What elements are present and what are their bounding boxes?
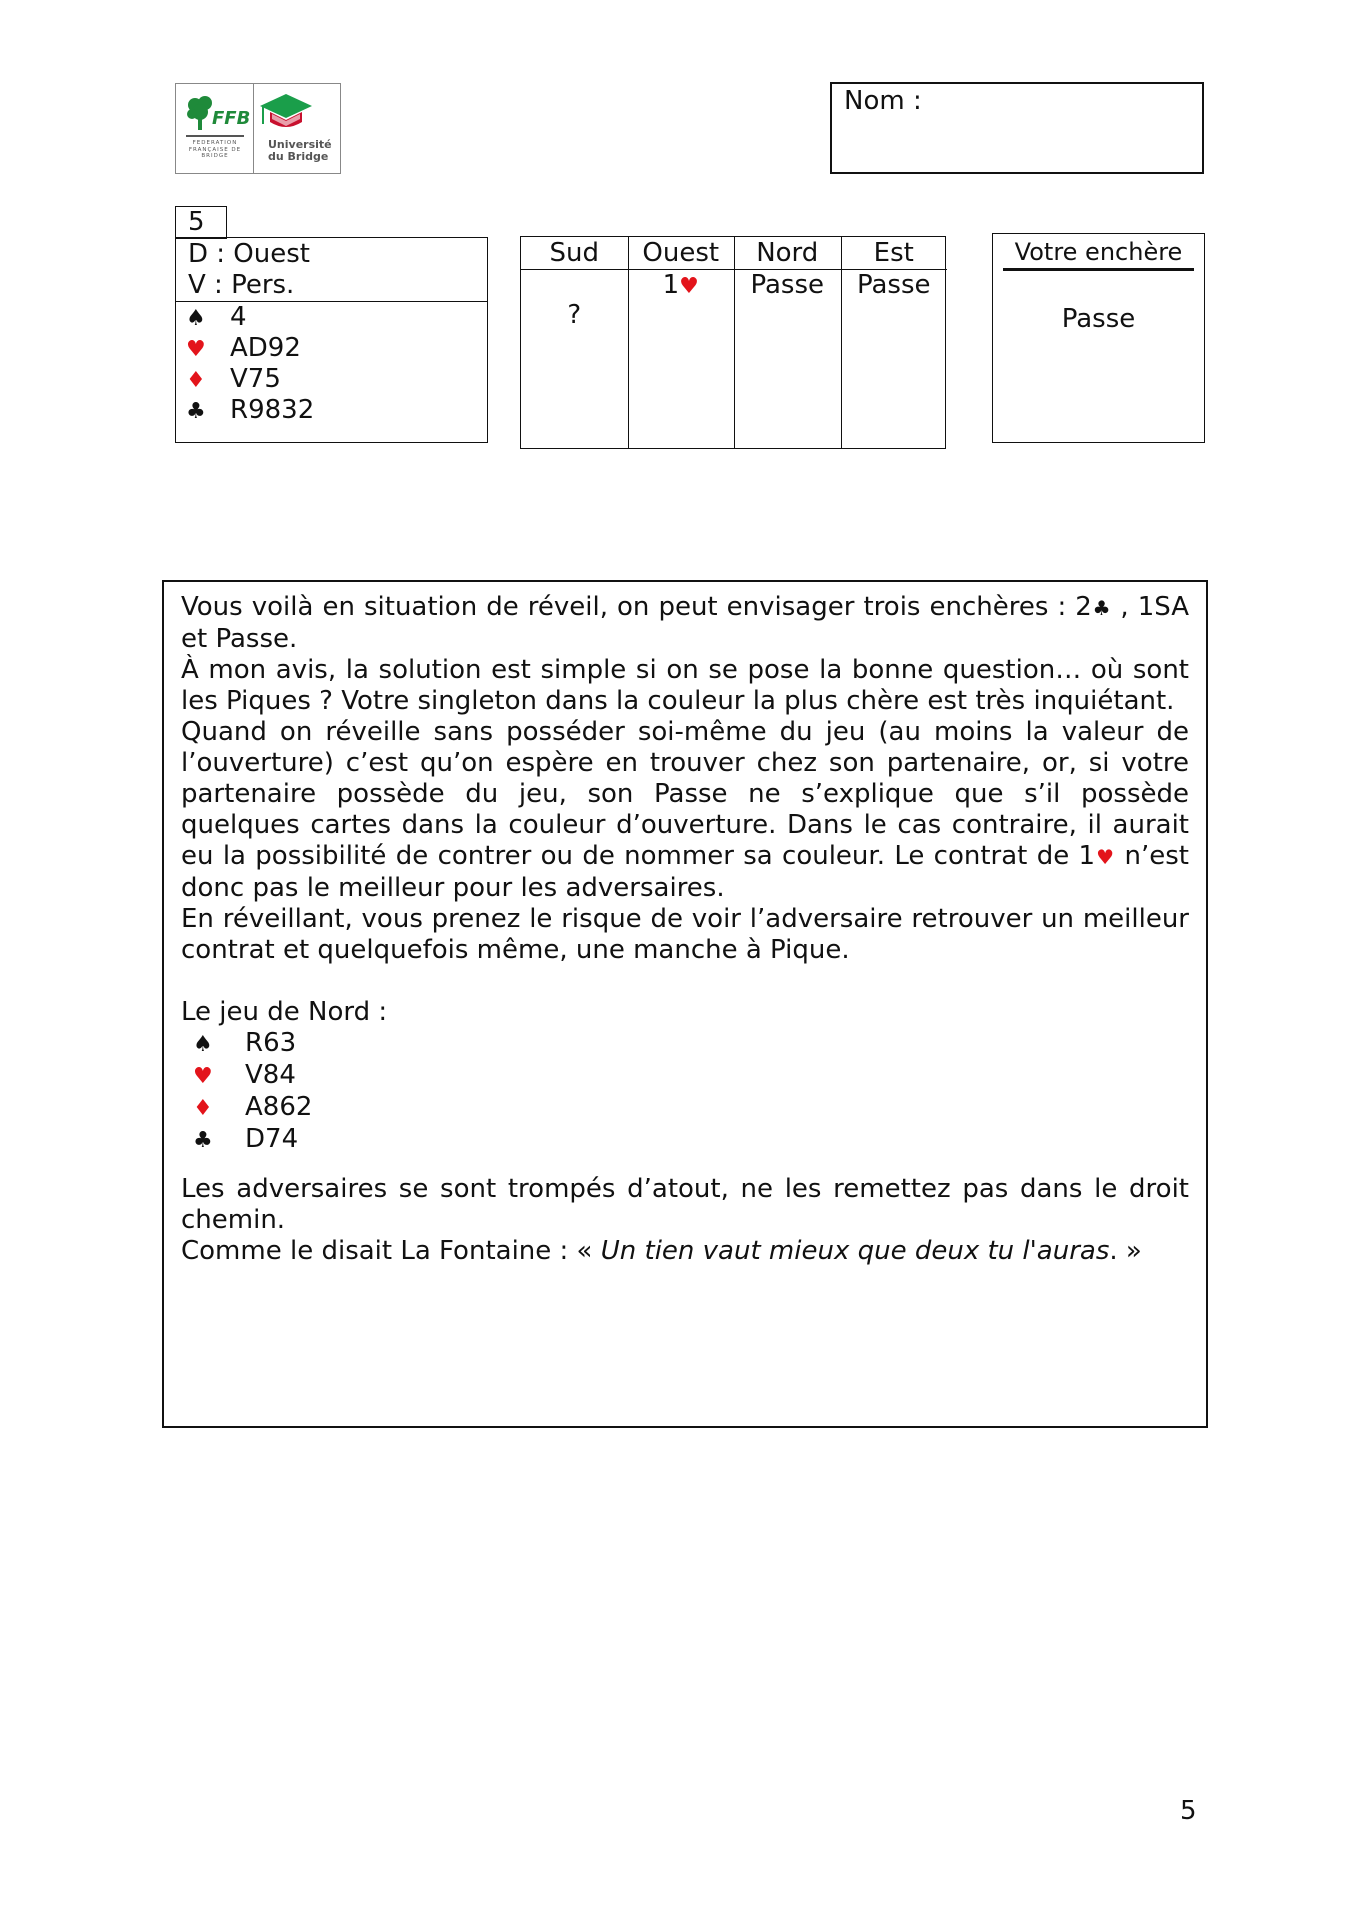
diamonds-cards: V75	[230, 364, 281, 394]
column-header-ouest: Ouest	[628, 237, 735, 270]
hand-box	[175, 237, 488, 443]
column-nord	[734, 237, 842, 448]
commentary-paragraph-3: Quand on réveille sans posséder soi-même du jeu (au moins la valeur de l’ouverture) c’est qu’on espère en trouver chez son partenaire, or, si votre partenaire possède du jeu, son Passe ne s’explique que s’il possède quelques cartes dans la couleur d’ouverture. Dans le cas contraire, il aurait eu la possibilité de contrer ou de nommer sa couleur. Le contrat de 1♥ n’est donc pas le meilleur pour les adversaires.	[181, 717, 1189, 903]
column-header-est: Est	[841, 237, 948, 270]
commentary-box	[162, 580, 1208, 1428]
la-fontaine-quote: Un tien vaut mieux que deux tu l'auras	[600, 1236, 1110, 1266]
answer-value: Passe	[1061, 304, 1136, 334]
diamond-icon: ♦	[193, 1096, 213, 1121]
spade-icon: ♠	[186, 306, 206, 331]
name-label: Nom :	[844, 86, 922, 116]
bid-ouest	[628, 270, 735, 302]
commentary-paragraph-5: Les adversaires se sont trompés d’atout, ne les remettez pas dans le droit chemin.	[181, 1174, 1189, 1235]
ffb-logo	[175, 83, 341, 174]
commentary-text	[181, 592, 1189, 1267]
commentary-paragraph-2: À mon avis, la solution est simple si on se pose la bonne question… où sont les Piques ? Votre singleton dans la couleur la plus chère est très inquiétant.	[181, 655, 1189, 716]
deal-header	[176, 238, 487, 302]
column-header-sud: Sud	[521, 237, 628, 270]
dealer-label: D : Ouest	[188, 239, 310, 269]
club-icon: ♣	[1091, 596, 1112, 620]
commentary-paragraph-1: Vous voilà en situation de réveil, on peut envisager trois enchères : 2♣ , 1SA et Passe.	[181, 592, 1190, 654]
diamond-icon: ♦	[186, 368, 206, 393]
heart-icon: ♥	[1095, 845, 1116, 869]
hand-hearts	[186, 333, 301, 365]
club-icon: ♣	[186, 399, 206, 424]
answer-box	[992, 233, 1205, 443]
bid-est: Passe	[856, 270, 931, 300]
bidding-table	[520, 236, 946, 449]
commentary-paragraph-6: Comme le disait La Fontaine : « Un tien vaut mieux que deux tu l'auras. »	[181, 1236, 1142, 1266]
column-est	[841, 237, 948, 448]
north-hand-title: Le jeu de Nord :	[181, 997, 388, 1027]
commentary-paragraph-4: En réveillant, vous prenez le risque de voir l’adversaire retrouver un meilleur contrat et quelquefois même, une manche à Pique.	[181, 904, 1189, 965]
bid-sud: ?	[567, 300, 582, 330]
hand-spades	[186, 302, 247, 334]
spade-icon: ♠	[193, 1032, 213, 1057]
deal-number: 5	[175, 206, 227, 239]
bid-ouest-level: 1	[662, 270, 680, 300]
north-clubs: ♣ D74	[193, 1124, 299, 1154]
column-ouest	[628, 237, 736, 448]
heart-icon: ♥	[679, 274, 699, 299]
university-name: Université du Bridge	[268, 138, 332, 163]
spades-cards: 4	[230, 302, 247, 332]
vulnerability-label: V : Pers.	[188, 270, 295, 300]
club-icon: ♣	[193, 1128, 213, 1153]
bid-nord: Passe	[750, 270, 825, 300]
column-header-nord: Nord	[734, 237, 841, 270]
hand-diamonds	[186, 364, 281, 396]
north-spades: ♠ R63	[193, 1028, 297, 1058]
name-box[interactable]	[830, 82, 1204, 174]
heart-icon: ♥	[186, 337, 206, 362]
clubs-cards: R9832	[230, 395, 315, 425]
heart-icon: ♥	[193, 1064, 213, 1089]
ffb-name: FEDERATION FRANÇAISE DE BRIDGE	[188, 140, 242, 159]
page-number: 5	[1180, 1796, 1197, 1826]
answer-title: Votre enchère	[1014, 238, 1183, 266]
hand-clubs	[186, 395, 314, 427]
column-sud	[521, 237, 629, 448]
north-hearts: ♥ V84	[193, 1060, 296, 1090]
north-diamonds: ♦ A862	[193, 1092, 313, 1122]
hearts-cards: AD92	[230, 333, 301, 363]
ffb-mark: FFB	[212, 108, 251, 129]
graduation-cap-icon	[258, 92, 314, 136]
